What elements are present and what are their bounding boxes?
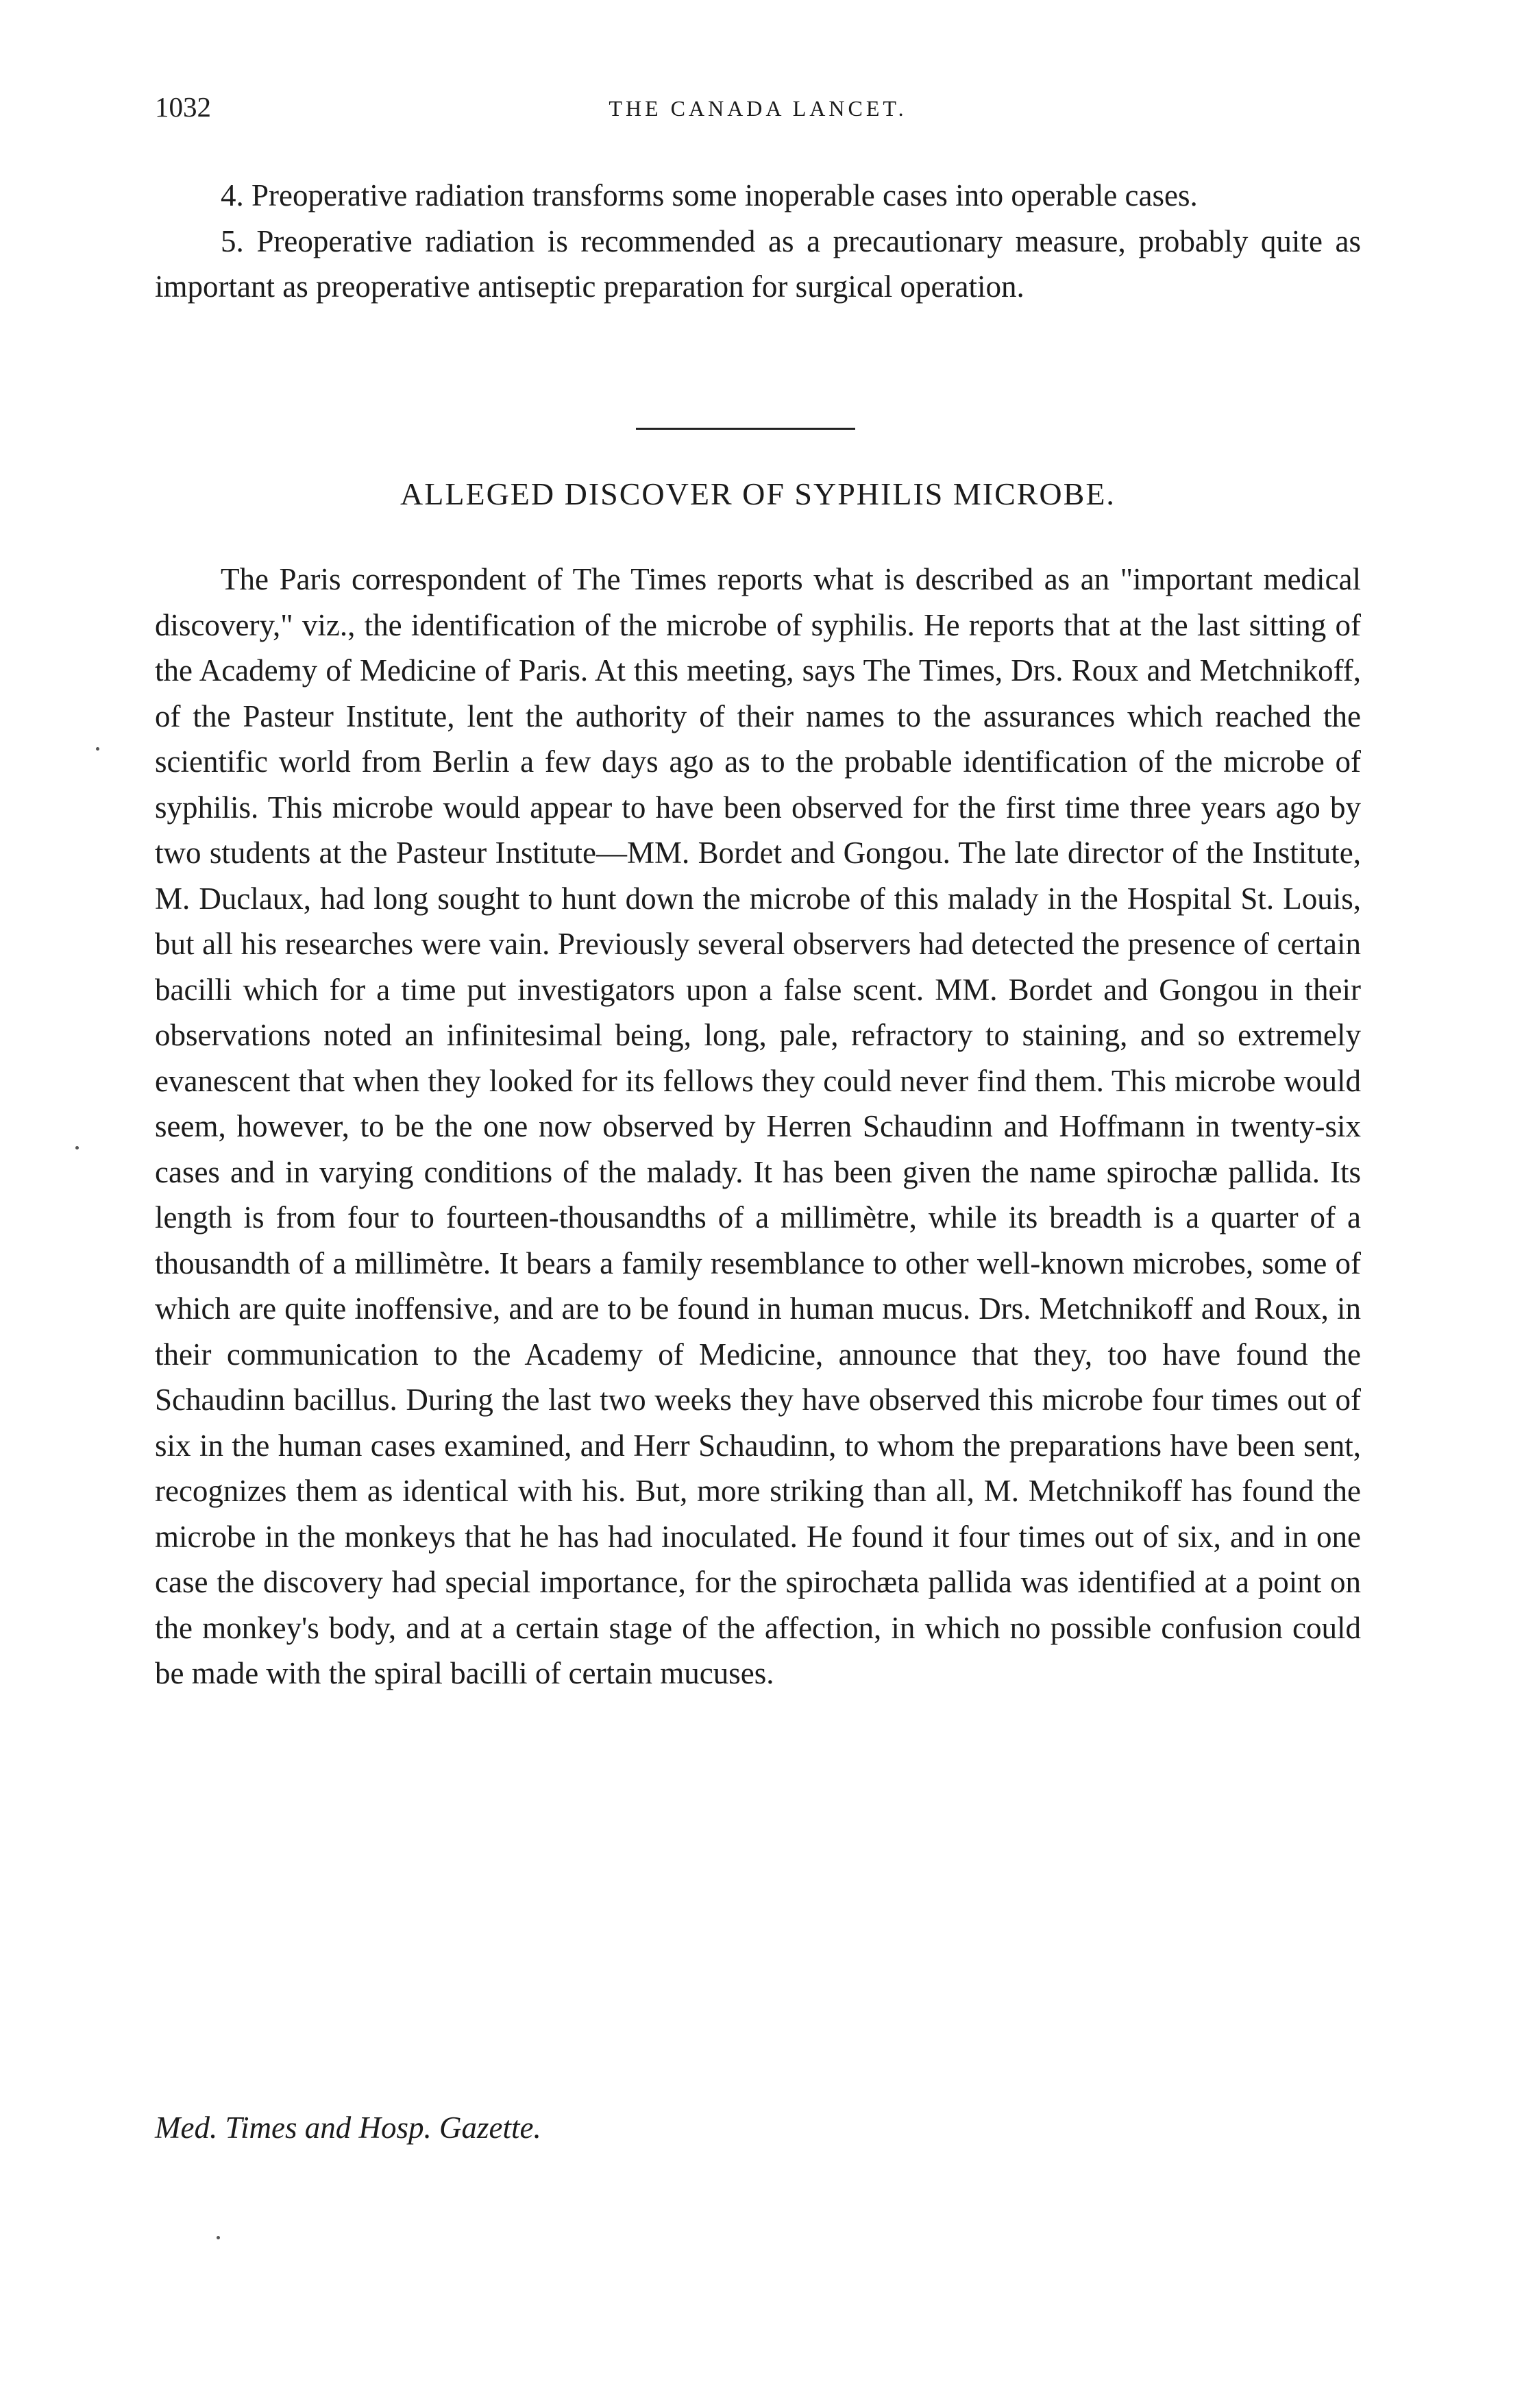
article-body (155, 557, 1361, 1696)
page-number: 1032 (155, 91, 211, 123)
source-citation: Med. Times and Hosp. Gazette. (155, 2111, 541, 2145)
print-speck (217, 2236, 220, 2239)
print-speck (75, 1146, 79, 1150)
running-head (155, 90, 1361, 132)
journal-title: THE CANADA LANCET. (609, 96, 907, 121)
list-item: 4. Preoperative radiation transforms some inoperable cases into operable cases. (221, 178, 1198, 212)
article-title: ALLEGED DISCOVER OF SYPHILIS MICROBE. (400, 476, 1116, 511)
list-item: 5. Preoperative radiation is recommended as a precautionary measure, probably quite as important as preoperative antiseptic preparation for surgical operation. (155, 223, 1361, 304)
article-paragraph: The Paris correspondent of The Times reports what is described as an "important medical discovery," viz., the identification of the microbe of syphilis. He reports that at the last sitting of the Academy of Medicine of Paris. At this meeting, says The Times, Drs. Roux and Metchnikoff, of the Pasteur Institute, lent the authority of their names to the assurances which reached the scientific world from Berlin a few days ago as to the probable identification of the microbe of syphilis. This microbe would appear to have been observed for the first time three years ago by two students at the Pasteur Institute—MM. Bordet and Gongou. The late director of the Institute, M. Duclaux, had long sought to hunt down the microbe of this malady in the Hospital St. Louis, but all his researches were vain. Previously several observers had detected the presence of certain bacilli which for a time put investigators upon a false scent. MM. Bordet and Gongou in their observations noted an infinitesimal being, long, pale, refractory to staining, and so extremely evanescent that when they looked for its fellows they could never find them. This microbe would seem, however, to be the one now observed by Herren Schaudinn and Hoffmann in twenty-six cases and in varying conditions of the malady. It has been given the name spirochæ pallida. Its length is from four to fourteen-thousandths of a millimètre, while its breadth is a quarter of a thousandth of a millimètre. It bears a family resemblance to other well-known microbes, some of which are quite inoffensive, and are to be found in human mucus. Drs. Metchnikoff and Roux, in their communication to the Academy of Medicine, announce that they, too have found the Schaudinn bacillus. During the last two weeks they have observed this microbe four times out of six in the human cases examined, and Herr Schaudinn, to whom the preparations have been sent, recognizes them as identical with his. But, more striking than all, M. Metchnikoff has found the microbe in the monkeys that he has had inoculated. He found it four times out of six, and in one case the discovery had special importance, for the spirochæta pallida was identified at a point on the monkey's body, and at a certain stage of the affection, in which no possible confusion could be made with the spiral bacilli of certain mucuses. (155, 562, 1361, 1690)
section-divider (636, 428, 855, 430)
conclusions-list (155, 173, 1361, 310)
print-speck (96, 747, 99, 751)
